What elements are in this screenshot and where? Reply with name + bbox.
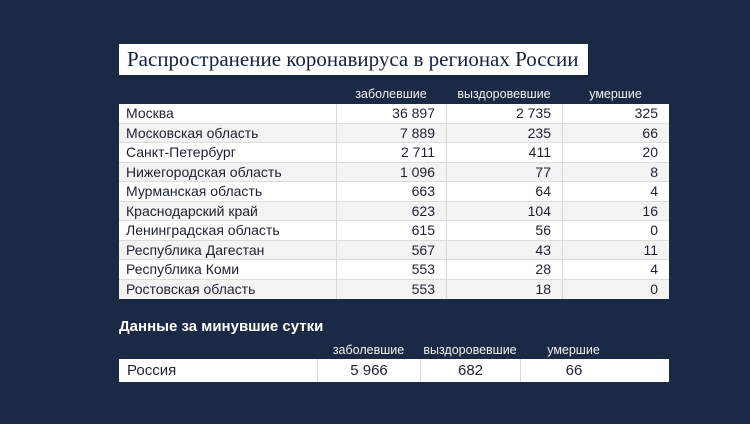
recovered-value: 682 <box>420 359 520 382</box>
table-row <box>119 221 669 241</box>
region-name: Ленинградская область <box>126 222 280 238</box>
header-died: умершие <box>547 343 600 357</box>
region-name: Нижегородская область <box>126 163 282 180</box>
infected-value: 2 711 <box>336 143 446 162</box>
infected-value: 553 <box>336 280 446 300</box>
died-value: 8 <box>562 163 669 182</box>
table-row <box>119 260 669 280</box>
recovered-value: 56 <box>446 221 562 240</box>
recovered-value: 18 <box>446 280 562 300</box>
region-name: Москва <box>126 105 174 121</box>
header-recovered: выздоровевшие <box>457 87 551 101</box>
daily-section-heading: Данные за минувшие сутки <box>119 318 324 335</box>
region-name: Краснодарский край <box>126 202 258 219</box>
died-value: 66 <box>520 359 669 382</box>
regions-table <box>119 104 669 299</box>
region-name: Московская область <box>126 124 259 141</box>
region-name: Республика Дагестан <box>126 241 265 258</box>
recovered-value: 411 <box>446 143 562 162</box>
infected-value: 567 <box>336 241 446 260</box>
died-value: 325 <box>562 104 669 123</box>
infected-value: 7 889 <box>336 124 446 143</box>
table-row <box>119 104 669 124</box>
infected-value: 36 897 <box>336 104 446 123</box>
header-infected: заболевшие <box>355 87 427 101</box>
infected-value: 5 966 <box>317 359 420 382</box>
table-row <box>119 280 669 300</box>
died-value: 11 <box>562 241 669 260</box>
died-value: 4 <box>562 260 669 279</box>
died-value: 4 <box>562 182 669 201</box>
region-name: Республика Коми <box>126 261 240 277</box>
infected-value: 615 <box>336 221 446 240</box>
header-recovered: выздоровевшие <box>423 343 517 357</box>
died-value: 20 <box>562 143 669 162</box>
daily-table-header <box>119 343 669 357</box>
died-value: 0 <box>562 280 669 300</box>
header-region-spacer <box>119 87 336 101</box>
table-row <box>119 241 669 261</box>
page-title <box>119 44 588 75</box>
page-title-text: Распространение коронавируса в регионах России <box>127 47 579 71</box>
header-died: умершие <box>589 87 642 101</box>
table-row <box>119 124 669 144</box>
recovered-value: 104 <box>446 202 562 221</box>
table-row <box>119 359 669 382</box>
region-name: Ростовская область <box>126 280 256 297</box>
daily-table <box>119 359 669 382</box>
infected-value: 553 <box>336 260 446 279</box>
recovered-value: 43 <box>446 241 562 260</box>
infected-value: 663 <box>336 182 446 201</box>
header-infected: заболевшие <box>332 343 405 357</box>
region-name: Мурманская область <box>126 183 263 199</box>
died-value: 66 <box>562 124 669 143</box>
regions-table-header <box>119 87 669 101</box>
infected-value: 623 <box>336 202 446 221</box>
recovered-value: 64 <box>446 182 562 201</box>
died-value: 16 <box>562 202 669 221</box>
table-row <box>119 143 669 163</box>
recovered-value: 235 <box>446 124 562 143</box>
table-row <box>119 163 669 183</box>
died-value: 0 <box>562 221 669 240</box>
country-name: Россия <box>127 362 177 379</box>
header-region-spacer <box>119 343 317 357</box>
recovered-value: 77 <box>446 163 562 182</box>
region-name: Санкт-Петербург <box>126 144 236 160</box>
infected-value: 1 096 <box>336 163 446 182</box>
table-row <box>119 182 669 202</box>
recovered-value: 28 <box>446 260 562 279</box>
table-row <box>119 202 669 222</box>
recovered-value: 2 735 <box>446 104 562 123</box>
